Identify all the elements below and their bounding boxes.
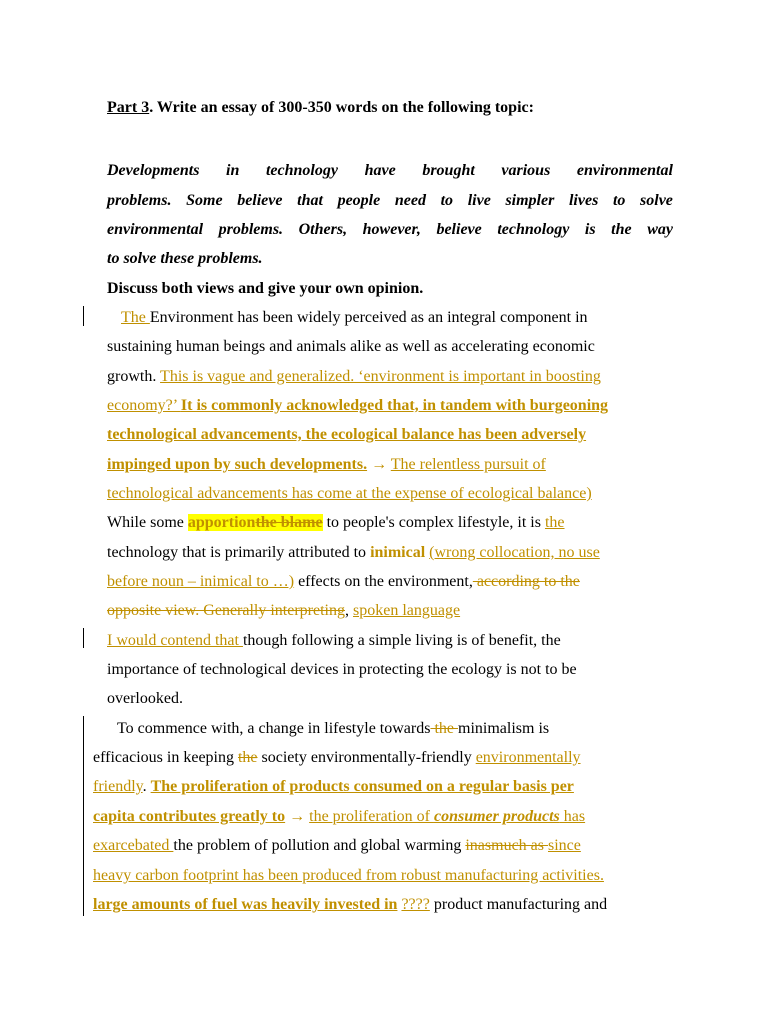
essay-p1-line-4 [107, 396, 768, 416]
prompt-word: to [440, 192, 454, 209]
highlighted-word: apportion [187, 514, 256, 531]
arrow-icon: → [367, 456, 391, 473]
essay-p1-line-8 [107, 513, 768, 533]
comment-text: economy?’ [107, 397, 181, 414]
change-bar [83, 628, 84, 648]
prompt-word: is [584, 221, 596, 238]
discuss-instruction: Discuss both views and give your own opinion. [107, 280, 424, 297]
essay-text: . [142, 778, 151, 795]
prompt-word: Some [186, 192, 223, 209]
prompt-line-2 [107, 191, 673, 211]
task-instruction: . Write an essay of 300-350 words on the following topic: [149, 99, 534, 116]
essay-text: , [345, 602, 353, 619]
suggested-rewrite: technological advancements has come at the expense of ecological balance) [107, 485, 592, 502]
essay-p2-line-7 [93, 895, 768, 915]
essay-text: the problem of pollution and global warming [173, 837, 466, 854]
prompt-word: solve [640, 192, 673, 209]
essay-text: To commence with, a change in lifestyle towards [117, 720, 431, 737]
essay-p1-line-14: overlooked. [107, 690, 183, 707]
inserted-text: environmentally [475, 749, 581, 766]
essay-text: society environmentally-friendly [257, 749, 476, 766]
essay-text: efficacious in keeping [93, 749, 238, 766]
essay-p1-line-13: importance of technological devices in protecting the ecology is not to be [107, 661, 577, 678]
deleted-text: inasmuch as [465, 837, 548, 854]
suggested-rewrite: The relentless pursuit of [390, 456, 546, 473]
essay-text: Environment has been widely perceived as an integral component in [149, 309, 588, 326]
prompt-word: believe [237, 192, 283, 209]
suggested-rewrite: the proliferation of [309, 808, 434, 825]
inserted-text: heavy carbon footprint has been produced from robust manufacturing activities. [93, 867, 604, 884]
deleted-text: the [237, 749, 258, 766]
essay-text: product manufacturing and [429, 896, 608, 913]
prompt-word: live [467, 192, 491, 209]
prompt-word: believe [436, 221, 482, 238]
prompt-line-1 [107, 161, 673, 181]
essay-p1-line-5 [107, 425, 768, 445]
essay-p1-line-9 [107, 543, 768, 563]
inserted-text: friendly [93, 778, 143, 795]
prompt-word: environmental [107, 221, 204, 238]
flagged-word: inimical [370, 544, 426, 561]
prompt-line-4: to solve these problems. [107, 250, 263, 267]
inserted-text: exarcebated [93, 837, 174, 854]
essay-text: While some [107, 514, 188, 531]
essay-p2-line-2 [93, 748, 768, 768]
inserted-text: I would contend that [107, 632, 243, 649]
prompt-word: technology [265, 162, 338, 179]
inserted-text: The [121, 309, 150, 326]
comment-text: ???? [401, 896, 430, 913]
prompt-word: to [612, 192, 626, 209]
essay-p2-line-1 [117, 719, 768, 739]
prompt-word: environmental [576, 162, 673, 179]
task-heading [107, 98, 768, 118]
prompt-word: problems. [218, 221, 284, 238]
essay-p1-line-1 [121, 308, 768, 328]
prompt-word: various [501, 162, 551, 179]
deleted-text: opposite view. Generally interpreting [107, 602, 345, 619]
essay-text: though following a simple living is of benefit, the [242, 632, 561, 649]
essay-text: growth. [107, 368, 161, 385]
comment-text: (wrong collocation, no use [429, 544, 600, 561]
essay-text: technology that is primarily attributed to [107, 544, 371, 561]
prompt-word: brought [422, 162, 475, 179]
change-bar [83, 306, 84, 326]
prompt-word: problems. [107, 192, 172, 209]
prompt-word: in [226, 162, 240, 179]
essay-text: minimalism is [458, 720, 550, 737]
part-label: Part 3 [107, 99, 150, 116]
suggested-rewrite: impinged upon by such developments. [107, 456, 368, 473]
prompt-word: that [297, 192, 323, 209]
suggested-rewrite: The proliferation of products consumed on a regular basis per [150, 778, 574, 795]
prompt-word: simpler [505, 192, 555, 209]
suggested-rewrite: large amounts of fuel was heavily invested in [93, 896, 398, 913]
essay-p2-line-6 [93, 866, 768, 886]
prompt-word: way [647, 221, 673, 238]
arrow-icon: → [285, 808, 310, 825]
essay-p1-line-3 [107, 367, 768, 387]
prompt-word: people [337, 192, 381, 209]
comment-text: spoken language [353, 602, 461, 619]
essay-p1-line-2: sustaining human beings and animals alike as well as accelerating economic [107, 338, 595, 355]
prompt-word: lives [568, 192, 599, 209]
essay-p1-line-11 [107, 601, 768, 621]
prompt-word: Developments [107, 162, 200, 179]
essay-p1-line-12 [107, 631, 768, 651]
prompt-word: technology [497, 221, 570, 238]
deleted-text: the blame [255, 514, 323, 531]
essay-p1-line-10 [107, 572, 768, 592]
suggested-rewrite: It is commonly acknowledged that, in tandem with burgeoning [180, 397, 609, 414]
prompt-word: need [394, 192, 426, 209]
deleted-text: according to the [472, 573, 580, 590]
essay-p2-line-4 [93, 807, 768, 827]
essay-p1-line-6 [107, 455, 768, 475]
prompt-word: the [611, 221, 632, 238]
suggested-rewrite: consumer products [433, 808, 560, 825]
essay-p2-line-5 [93, 836, 768, 856]
prompt-word: Others, [298, 221, 348, 238]
change-bar [83, 716, 84, 916]
suggested-rewrite: capita contributes greatly to [93, 808, 286, 825]
prompt-word: have [364, 162, 396, 179]
deleted-text: the [430, 720, 458, 737]
inserted-text: the [544, 514, 565, 531]
comment-text: This is vague and generalized. ‘environment is important in boosting [160, 368, 601, 385]
essay-text: to people's complex lifestyle, it is [322, 514, 545, 531]
suggested-rewrite: technological advancements, the ecological balance has been adversely [107, 426, 587, 443]
comment-text: before noun – inimical to …) [107, 573, 295, 590]
essay-p2-line-3 [93, 777, 768, 797]
essay-text: effects on the environment, [294, 573, 473, 590]
prompt-word: however, [362, 221, 421, 238]
inserted-text: since [548, 837, 581, 854]
suggested-rewrite: has [559, 808, 586, 825]
prompt-line-3 [107, 220, 673, 240]
essay-p1-line-7 [107, 484, 768, 504]
